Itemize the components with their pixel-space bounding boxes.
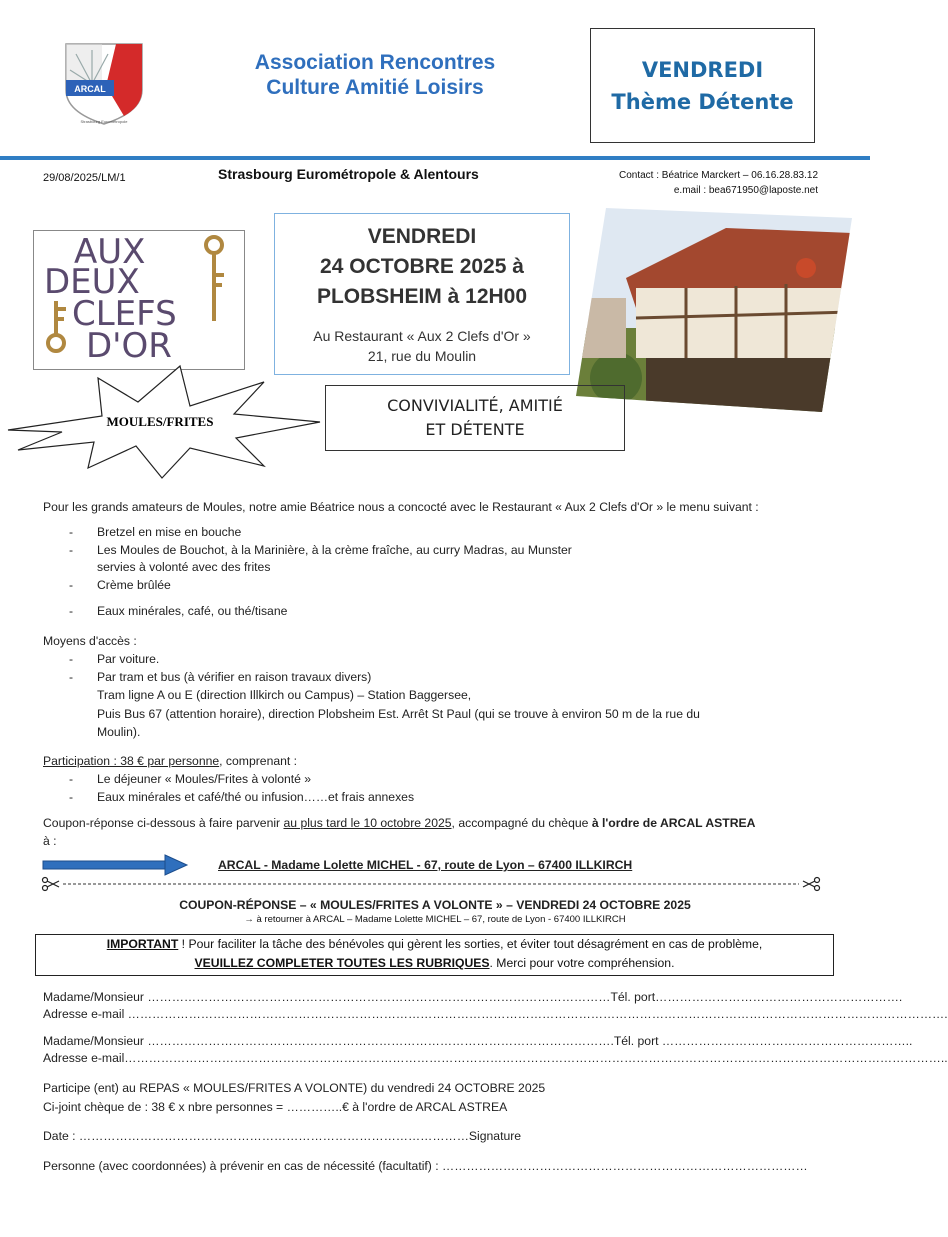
event-box [274,213,570,375]
mailing-address-text: ARCAL - Madame Lolette MICHEL - 67, route de Lyon – 67400 ILLKIRCH [218,858,633,872]
list-dash: - [69,525,74,539]
logo-text: ARCAL [74,84,106,94]
participation-lunch: Le déjeuner « Moules/Frites à volonté » [97,772,312,786]
contact-email: e.mail : bea671950@laposte.net [673,185,818,196]
form-person-2[interactable]: Madame/Monsieur …………………………………………………………………………………………………….Tél. port …………………………………………………….. [43,1034,913,1048]
arrow-right-icon [41,855,189,875]
restaurant-logo [33,230,245,370]
theme-day: VENDREDI [641,57,764,82]
conviviality-line-2: ET DÉTENTE [425,420,525,439]
conviviality-line-1: CONVIVIALITÉ, AMITIÉ [387,396,563,415]
menu-item-moules: Les Moules de Bouchot, à la Marinière, à la crème fraîche, au curry Madras, au Munster [97,543,572,557]
association-line-2: Culture Amitié Loisirs [266,76,484,99]
participation-suffix: , comprenant : [219,754,298,768]
form-email-2[interactable]: Adresse e-mail………………………………………………………………………………………………………………………………………………………………………………….. [43,1051,948,1065]
association-title [200,50,550,100]
access-tram-3: Puis Bus 67 (attention horaire), direction Plobsheim Est. Arrêt St Paul (qui se trouve à environ 50 m de la rue du [97,707,700,721]
important-instruction: VEUILLEZ COMPLETER TOUTES LES RUBRIQUES [194,956,490,970]
region-title: Strasbourg Eurométropole & Alentours [218,166,479,182]
coupon-title: COUPON-RÉPONSE – « MOULES/FRITES A VOLONTE » – VENDREDI 24 OCTOBRE 2025 [179,898,691,912]
event-title [275,222,569,312]
intro-text: Pour les grands amateurs de Moules, notre amie Béatrice nous a concocté avec le Restaurant « Aux 2 Clefs d'Or » le menu suivant : [43,500,759,514]
important-label: IMPORTANT [106,937,179,951]
logo-word-aux: AUX [74,232,146,272]
logo-word-dor: D'OR [86,326,172,366]
important-text-1: ! Pour faciliter la tâche des bénévoles qui gèrent les sorties, et éviter tout désagrément en cas de problème, [178,937,763,951]
event-location-time: PLOBSHEIM à 12H00 [316,285,528,308]
important-text-2: . Merci pour votre compréhension. [489,956,675,970]
list-dash: - [69,543,74,557]
event-place [275,326,569,366]
logo-word-clefs: CLEFS [72,294,177,334]
form-emergency-contact[interactable]: Personne (avec coordonnées) à prévenir en cas de nécessité (facultatif) : ……………………………………………………………………………… [43,1159,808,1173]
access-tram-2: Tram ligne A ou E (direction Illkirch ou Campus) – Station Baggersee, [97,688,472,702]
burst-label: MOULES/FRITES [106,414,214,429]
cut-line [41,877,821,891]
restaurant-photo [576,208,852,412]
event-date: 24 OCTOBRE 2025 à [320,255,524,278]
participation-price: Participation : 38 € par personne [43,754,220,768]
list-dash: - [69,578,74,592]
access-tram-1: Par tram et bus (à vérifier en raison travaux divers) [97,670,372,684]
list-dash: - [69,790,74,804]
header-divider [0,156,870,160]
theme-box [590,28,815,143]
conviviality-box [325,385,625,451]
participation-drinks: Eaux minérales et café/thé ou infusion……et frais annexes [97,790,415,804]
scissors-icon [43,878,60,891]
coupon-note-part3: , accompagné du chèque [451,816,592,830]
key-icon [206,237,224,321]
theme-name: Thème Détente [611,89,794,114]
menu-item-drinks: Eaux minérales, café, ou thé/tisane [97,604,288,618]
document-reference: 29/08/2025/LM/1 [43,172,126,184]
participation-line [43,753,297,770]
form-person-1[interactable]: Madame/Monsieur ……………………………………………………………………………………………………Tél. port……………………………………………………. [43,990,903,1004]
scissors-icon [803,878,820,891]
logo-caption: Strasbourg Eurométropole [80,119,128,124]
form-participation: Participe (ent) au REPAS « MOULES/FRITES A VOLONTE) du vendredi 24 OCTOBRE 2025 [43,1081,546,1095]
menu-item-dessert: Crème brûlée [97,578,171,592]
association-line-1: Association Rencontres [254,51,496,74]
access-tram-4: Moulin). [97,725,141,739]
event-restaurant: Au Restaurant « Aux 2 Clefs d'Or » [313,328,531,344]
coupon-return-address: → à retourner à ARCAL – Madame Lolette MICHEL – 67, route de Lyon - 67400 ILLKIRCH [244,914,626,925]
form-date-signature[interactable]: Date : ……………………………………………………………………………………Signature [43,1129,522,1143]
important-notice [35,934,834,976]
access-car: Par voiture. [97,652,160,666]
contact-info [590,168,818,198]
mailing-address [218,857,632,874]
list-dash: - [69,652,74,666]
coupon-deadline: au plus tard le 10 octobre 2025 [283,816,452,830]
coupon-note-part1: Coupon-réponse ci-dessous à faire parvenir [43,816,284,830]
coupon-note [43,815,833,832]
logo-word-deux: DEUX [44,262,140,302]
list-dash: - [69,604,74,618]
form-email-1[interactable]: Adresse e-mail …………………………………………………………………………………………………………………………………………………………………………………. [43,1007,948,1021]
moules-frites-burst [2,364,324,480]
key-icon [48,301,66,351]
list-dash: - [69,670,74,684]
event-address: 21, rue du Moulin [367,348,477,364]
coupon-note-end: à : [43,834,57,848]
access-title: Moyens d'accès : [43,634,137,648]
event-day: VENDREDI [367,225,477,248]
menu-item-moules-cont: servies à volonté avec des frites [97,560,271,574]
arcal-logo [62,40,146,128]
form-cheque[interactable]: Ci-joint chèque de : 38 € x nbre personnes = …………..€ à l'ordre de ARCAL ASTREA [43,1100,508,1114]
menu-item-bretzel: Bretzel en mise en bouche [97,525,242,539]
coupon-payee: à l'ordre de ARCAL ASTREA [591,816,756,830]
contact-phone: Contact : Béatrice Marckert – 06.16.28.83.12 [619,170,818,181]
list-dash: - [69,772,74,786]
